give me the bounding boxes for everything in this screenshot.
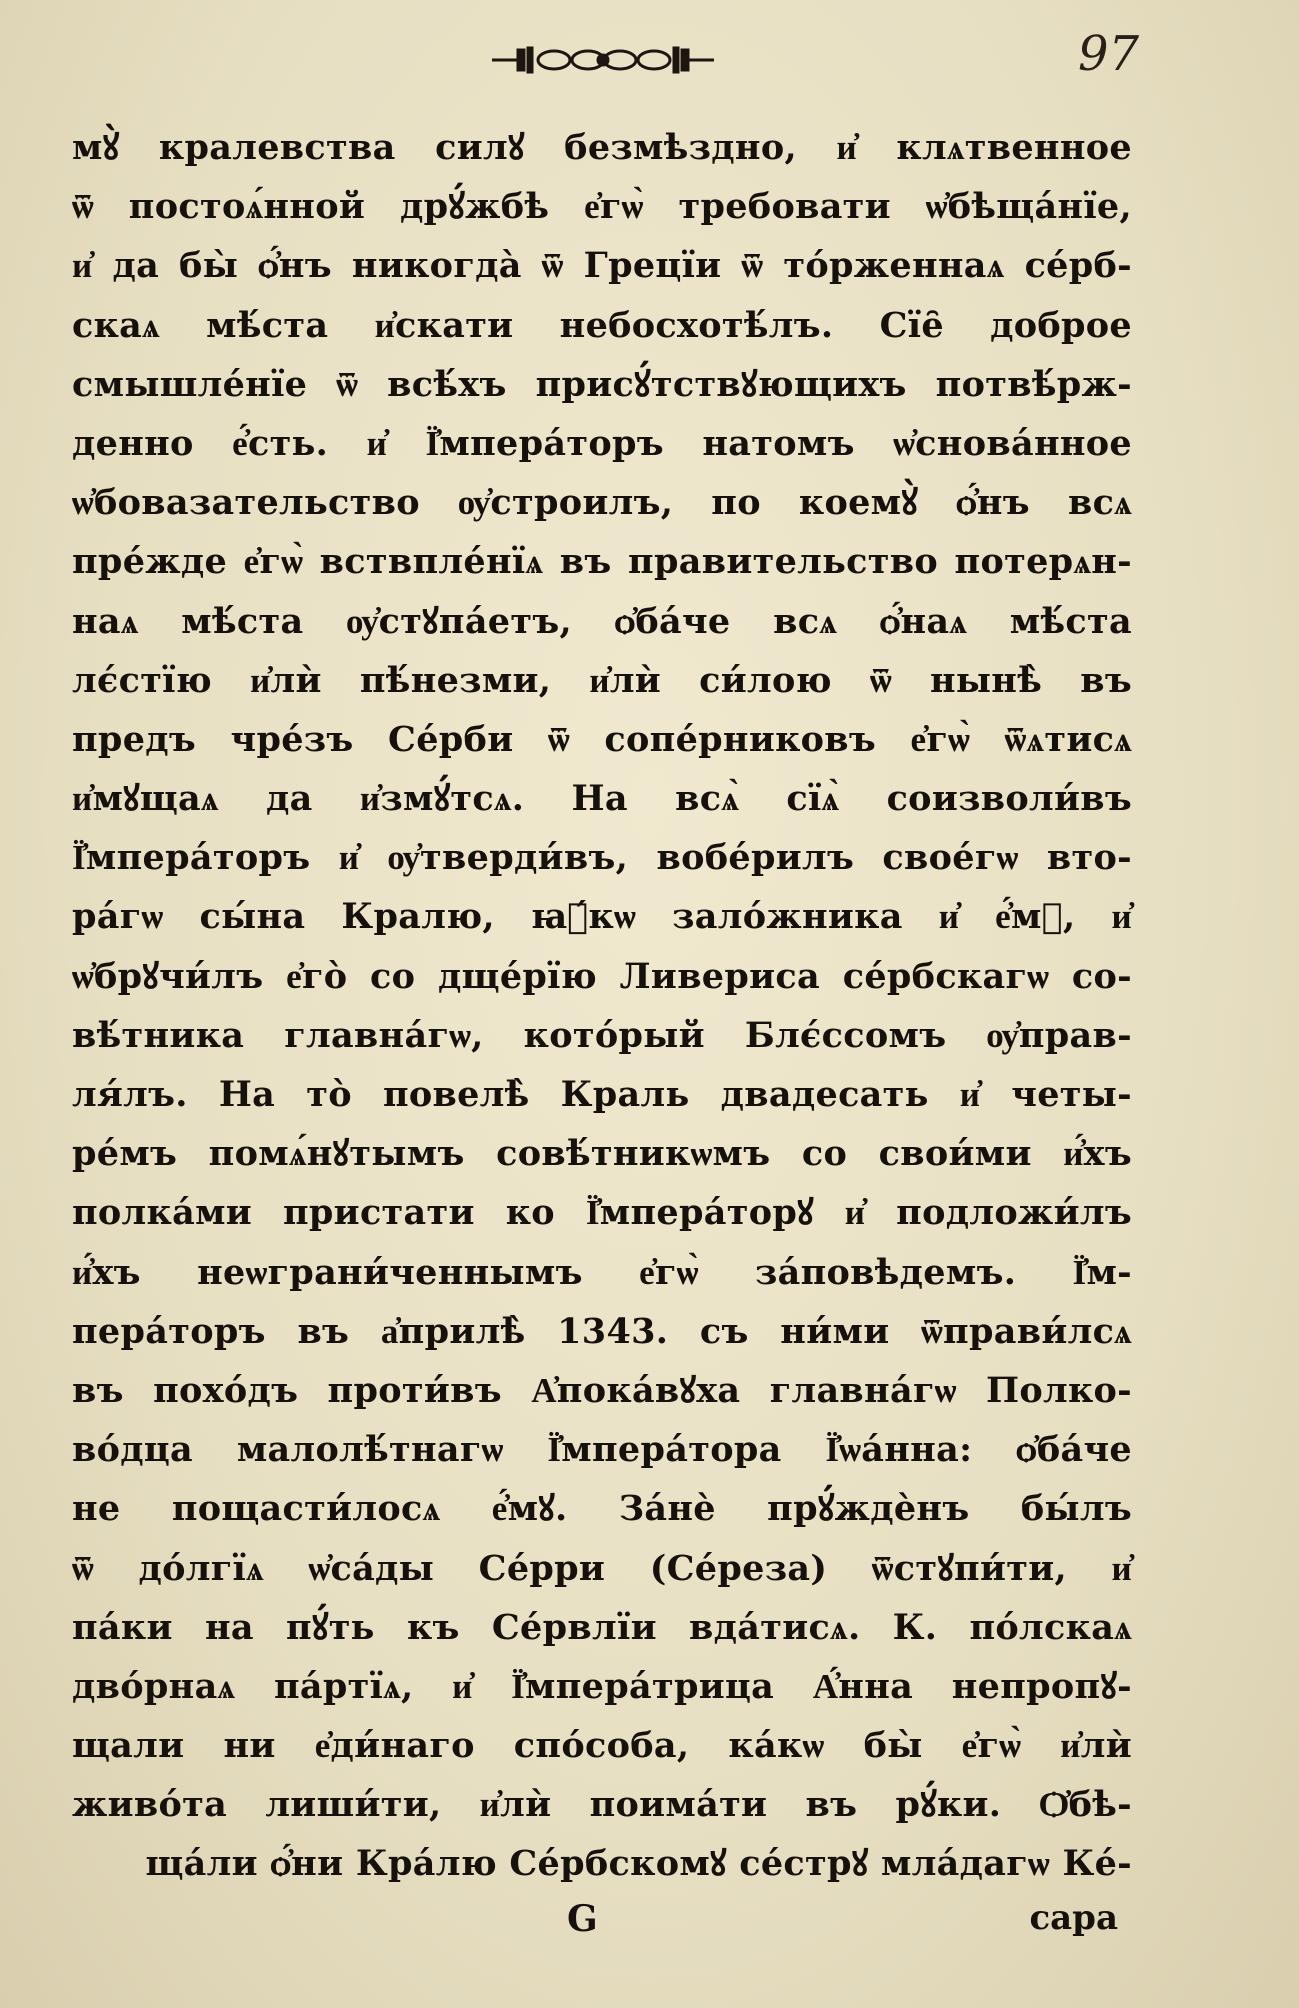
text-line: ѡ҆бовазательство ѹ҆строилъ, по коемꙋ̀ ѻ҆́нъ всѧ [72, 482, 1132, 524]
text-line: скаѧ мѣ́ста и҆скати небосхотѣ́лъ. Сїе̑ доброе [72, 304, 1132, 346]
text-line: дво́рнаѧ па́ртїѧ, и҆ Ї҆мпера́трица А҆́нна непропꙋ- [72, 1665, 1132, 1707]
text-line: ре́мъ помѧ́нꙋтымъ совѣ́тникѡмъ со свои́ми и҆́хъ [72, 1133, 1132, 1175]
text-line: ѿ постоѧ́нной дрꙋ́жбѣ е҆гѡ̀ требовати ѡ҆бѣща́нїе, [72, 186, 1132, 228]
text-line: живо́та лиши́ти, и҆лѝ поима́ти въ рꙋ́ки. Ѻ҆бѣ- [72, 1784, 1132, 1826]
text-line: па́ки на пꙋ́ть къ Се́рвлїи вда́тисѧ. К. по́лскаѧ [72, 1606, 1132, 1648]
page-number: 97 [1078, 26, 1140, 82]
text-line: мꙋ̀ кралевства силꙋ безмѣздно, и҆ клѧтвенное [72, 127, 1132, 168]
text-line: ѡ҆брꙋчи́лъ е҆го̀ со дще́рїю Ливериса се́рбскагѡ со- [72, 955, 1132, 997]
text-line: не пощасти́лосѧ е҆́мꙋ. За́нѐ прꙋ́ждѐнъ бы́лъ [72, 1488, 1132, 1530]
text-line: и҆ да бы̀ ѻ҆́нъ никогда̀ ѿ Грецїи ѿ то́рженнаѧ се́рб- [72, 245, 1132, 287]
text-line: пера́торъ въ а҆прилѣ̀ 1343. съ ни́ми ѿправи́лсѧ [72, 1310, 1132, 1352]
text-line: пре́жде е҆гѡ̀ вствпле́нїѧ въ правительство потерѧн- [72, 541, 1132, 583]
text-line: и҆мꙋщаѧ да и҆змꙋ́тсѧ. На всѧ̀ сїѧ̀ соизволи́въ [72, 778, 1132, 820]
page-footer [72, 1898, 1132, 1958]
text-line: ля́лъ. На то̀ повелѣ̀ Краль двадесать и҆ четы- [72, 1074, 1132, 1115]
signature-mark: G [567, 1898, 598, 1940]
text-line: полка́ми пристати ко Ї҆мпера́торꙋ и҆ подложи́лъ [72, 1192, 1132, 1234]
text-line: денно е҆́сть. и҆ Ї҆мпера́торъ натомъ ѡ҆снова́нное [72, 422, 1132, 464]
text-line: вѣ́тника главна́гѡ, кото́рый Блє́ссомъ ѹ҆прав- [72, 1014, 1132, 1056]
text-line: Ї҆мпера́торъ и҆ ѹ҆тверди́въ, вобе́рилъ свое́гѡ вто- [72, 837, 1132, 879]
text-line: ра́гѡ сы́на Кралю, ꙗ҆́кѡ зало́жника и҆ е҆́мꙋ, и҆ [72, 896, 1132, 938]
text-line: смышле́нїе ѿ всѣ́хъ присꙋ́тствꙋющихъ потвѣ́рж- [72, 363, 1132, 405]
ornamental-rule-icon [488, 38, 718, 82]
text-line: въ похо́дъ проти́въ А҆пока́вꙋха главна́гѡ Полко- [72, 1369, 1132, 1411]
text-line: лє́стїю и҆лѝ пѣ́незми, и҆лѝ си́лою ѿ нынѣ̀ въ [72, 659, 1132, 701]
text-line: во́дца малолѣ́тнагѡ Ї҆мпера́тора Ї҆ѡа́нна: ѻ҆ба́че [72, 1429, 1132, 1471]
text-line: и҆́хъ неѡграни́ченнымъ е҆гѡ̀ за́повѣдемъ. Ї҆м- [72, 1251, 1132, 1293]
catchword: сара [1029, 1898, 1118, 1938]
body-text [72, 118, 1132, 1894]
text-line: наѧ мѣ́ста ѹ҆стꙋпа́етъ, ѻ҆ба́че всѧ ѻ҆́наѧ мѣ́ста [72, 600, 1132, 642]
text-line: ѿ до́лгїѧ ѡ҆са́ды Се́рри (Се́реза) ѿстꙋпи́ти, и҆ [72, 1547, 1132, 1589]
text-line: предъ чре́зъ Се́рби ѿ сопе́рниковъ е҆гѡ̀ ѿѧтисѧ [72, 718, 1132, 760]
text-line: щали ни е҆ди́наго спо́соба, ка́кѡ бы̀ е҆гѡ̀ и҆лѝ [72, 1725, 1132, 1767]
text-line: ща́ли ѻ҆́ни Кра́лю Се́рбскомꙋ се́стрꙋ мла́дагѡ Ке́- [145, 1843, 1132, 1885]
